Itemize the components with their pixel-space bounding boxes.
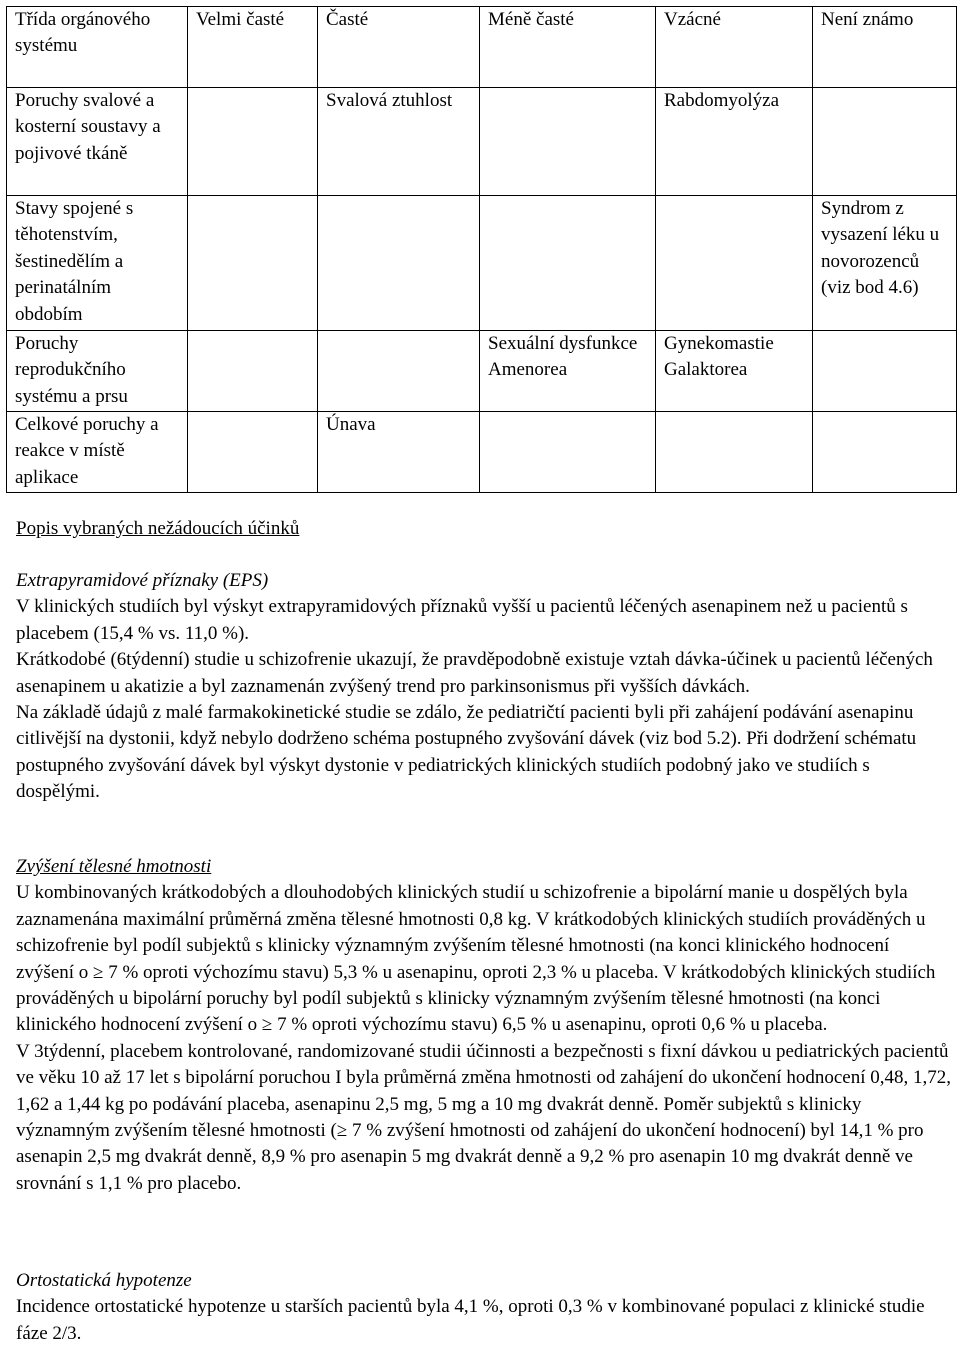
rare-cell [656, 331, 813, 412]
eps-paragraph: V klinických studiích byl výskyt extrapyramidových příznaků vyšší u pacientů léčených asenapinem než u pacientů s placebem (15,4 % vs. 11,0 %). [16, 596, 908, 644]
section-title: Popis vybraných nežádoucích účinků [16, 518, 300, 539]
rare-item: Galaktorea [664, 359, 748, 381]
weight-section [16, 854, 951, 1197]
organ-class-cell: Poruchy svalové a kosterní soustavy a pojivové tkáně [7, 88, 188, 196]
table-row [7, 196, 957, 331]
eps-paragraph: Na základě údajů z malé farmakokinetické studie se zdálo, že pediatričtí pacienti byli při zahájení podávání asenapinu citlivější na dystonii, když nebylo dodrženo schéma postupného zvyšování dávek (viz bod 5.2). Při dodržení schématu postupného zvyšování dávek byl výskyt dystonie v pediatrických klinických studiích podobný jako ve studiích s dospělými. [16, 702, 917, 803]
very-common-cell [188, 331, 318, 412]
unknown-cell [813, 88, 957, 196]
weight-paragraph: V 3týdenní, placebem kontrolované, randomizované studii účinnosti a bezpečnosti s fixní dávkou u pediatrických pacientů ve věku 10 až 17 let s bipolární poruchou I byla průměrná změna hmotnosti od zahájení do ukončení hodnocení 0,48, 1,72, 1,62 a 1,44 kg po podávání placeba, asenapinu 2,5 mg, 5 mg a 10 mg dvakrát denně. Poměr subjektů s klinicky významným zvýšením tělesné hmotnosti (≥ 7 % zvýšení hmotnosti od zahájení do ukončení hodnocení) byl 14,1 % pro asenapin 2,5 mg dvakrát denně, 8,9 % pro asenapin 5 mg dvakrát denně a 9,2 % pro asenapin 10 mg dvakrát denně ve srovnání s 1,1 % pro placebo. [16, 1040, 951, 1194]
adverse-reactions-table [6, 6, 957, 493]
weight-heading: Zvýšení tělesné hmotnosti [16, 856, 212, 877]
table-row [7, 412, 957, 493]
ortho-paragraph: Incidence ortostatické hypotenze u starších pacientů byla 4,1 %, oproti 0,3 % v kombinované populaci z klinické studie fáze 2/3. [16, 1296, 925, 1344]
organ-class-cell: Stavy spojené s těhotenstvím, šestinedělím a perinatálním obdobím [7, 196, 188, 331]
uncommon-cell [480, 331, 656, 412]
very-common-cell [188, 412, 318, 493]
table-header-row [7, 7, 957, 88]
very-common-cell [188, 196, 318, 331]
common-cell [318, 331, 480, 412]
header-cell-rare: Vzácné [656, 7, 813, 88]
eps-heading: Extrapyramidové příznaky (EPS) [16, 570, 269, 591]
uncommon-item: Amenorea [488, 359, 568, 381]
ortho-section [16, 1268, 951, 1347]
header-cell-uncommon: Méně časté [480, 7, 656, 88]
uncommon-cell [480, 412, 656, 493]
common-cell: Svalová ztuhlost [318, 88, 480, 196]
header-cell-organ-class: Třída orgánového systému [7, 7, 188, 88]
table-row [7, 88, 957, 196]
rare-cell [656, 196, 813, 331]
unknown-cell [813, 331, 957, 412]
weight-paragraph: U kombinovaných krátkodobých a dlouhodobých klinických studií u schizofrenie a bipolární manie u dospělých byla zaznamenána maximální průměrná změna tělesné hmotnosti 0,8 kg. V krátkodobých klinických studiích prováděných u schizofrenie byl podíl subjektů s klinicky významným zvýšením tělesné hmotnosti (na konci klinického hodnocení zvýšení o ≥ 7 % oproti výchozímu stavu) 5,3 % u asenapinu, oproti 2,3 % u placeba. V krátkodobých klinických studiích prováděných u bipolární poruchy byl podíl subjektů s klinicky významným zvýšením tělesné hmotnosti (na konci klinického hodnocení zvýšení o ≥ 7 % oproti výchozímu stavu) 6,5 % u asenapinu, oproti 0,6 % u placeba. [16, 882, 936, 1036]
table-row [7, 331, 957, 412]
uncommon-cell [480, 196, 656, 331]
common-cell [318, 196, 480, 331]
very-common-cell [188, 88, 318, 196]
header-cell-unknown: Není známo [813, 7, 957, 88]
eps-section [16, 568, 951, 806]
rare-cell [656, 412, 813, 493]
uncommon-item: Sexuální dysfunkce [488, 333, 638, 354]
uncommon-cell [480, 88, 656, 196]
rare-cell: Rabdomyolýza [656, 88, 813, 196]
unknown-cell: Syndrom z vysazení léku u novorozenců (viz bod 4.6) [813, 196, 957, 331]
header-cell-common: Časté [318, 7, 480, 88]
organ-class-cell: Celkové poruchy a reakce v místě aplikace [7, 412, 188, 493]
unknown-cell [813, 412, 957, 493]
eps-paragraph: Krátkodobé (6týdenní) studie u schizofrenie ukazují, že pravděpodobně existuje vztah dávka-účinek u pacientů léčených asenapinem u akatizie a byl zaznamenán zvýšený trend pro parkinsonismus při vyšších dávkách. [16, 649, 933, 697]
organ-class-cell: Poruchy reprodukčního systému a prsu [7, 331, 188, 412]
rare-item: Gynekomastie [664, 333, 774, 354]
header-cell-very-common: Velmi časté [188, 7, 318, 88]
common-cell: Únava [318, 412, 480, 493]
ortho-heading: Ortostatická hypotenze [16, 1270, 192, 1291]
